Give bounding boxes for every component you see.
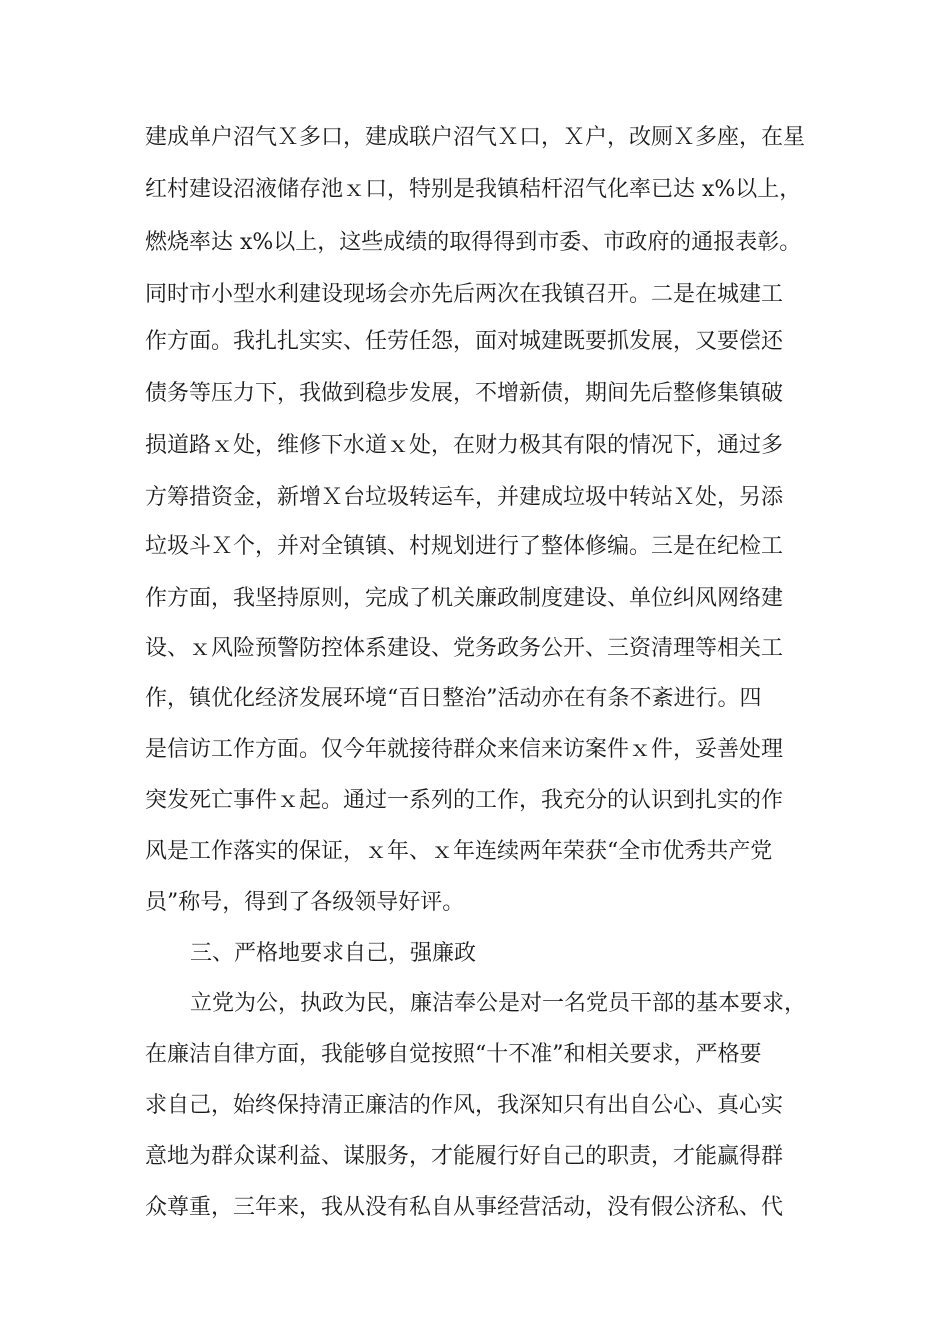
text-line: 燃烧率达 x%以上，这些成绩的取得得到市委、市政府的通报表彰。 — [145, 230, 802, 255]
text-line: 设、ｘ风险预警防控体系建设、党务政务公开、三资清理等相关工 — [145, 636, 784, 661]
text-line: 垃圾斗Ｘ个，并对全镇镇、村规划进行了整体修编。三是在纪检工 — [145, 534, 784, 559]
text-line: 员”称号，得到了各级领导好评。 — [145, 890, 465, 915]
text-line: 作，镇优化经济发展环境“百日整治”活动亦在有条不紊进行。四 — [145, 686, 762, 711]
text-line: 作方面，我坚持原则，完成了机关廉政制度建设、单位纠风网络建 — [145, 586, 784, 611]
text-line: 红村建设沼液储存池ｘ口，特别是我镇秸杆沼气化率已达 x%以上， — [145, 177, 802, 202]
text-line: 风是工作落实的保证，ｘ年、ｘ年连续两年荣获“全市优秀共产党 — [145, 839, 773, 864]
text-line: 是信访工作方面。仅今年就接待群众来信来访案件ｘ件，妥善处理 — [145, 737, 784, 762]
text-line: 建成单户沼气Ｘ多口，建成联户沼气Ｘ口，Ｘ户，改厕Ｘ多座，在星 — [145, 125, 806, 150]
text-line: 突发死亡事件ｘ起。通过一系列的工作，我充分的认识到扎实的作 — [145, 788, 784, 813]
section-heading: 三、严格地要求自己，强廉政 — [190, 941, 477, 966]
text-line: 债务等压力下，我做到稳步发展，不增新债，期间先后整修集镇破 — [145, 381, 784, 406]
text-line: 众尊重，三年来，我从没有私自从事经营活动，没有假公济私、代 — [145, 1195, 784, 1220]
text-line: 方筹措资金，新增Ｘ台垃圾转运车，并建成垃圾中转站Ｘ处，另添 — [145, 485, 784, 510]
text-line: 意地为群众谋利益、谋服务，才能履行好自己的职责，才能赢得群 — [145, 1144, 784, 1169]
text-line: 求自己，始终保持清正廉洁的作风，我深知只有出自公心、真心实 — [145, 1093, 784, 1118]
text-line: 立党为公，执政为民，廉洁奉公是对一名党员干部的基本要求， — [190, 991, 807, 1016]
text-line: 在廉洁自律方面，我能够自觉按照“十不准”和相关要求，严格要 — [145, 1042, 762, 1067]
text-line: 同时市小型水利建设现场会亦先后两次在我镇召开。二是在城建工 — [145, 282, 784, 307]
text-line: 作方面。我扎扎实实、任劳任怨，面对城建既要抓发展，又要偿还 — [145, 329, 784, 354]
text-line: 损道路ｘ处，维修下水道ｘ处，在财力极其有限的情况下，通过多 — [145, 433, 784, 458]
